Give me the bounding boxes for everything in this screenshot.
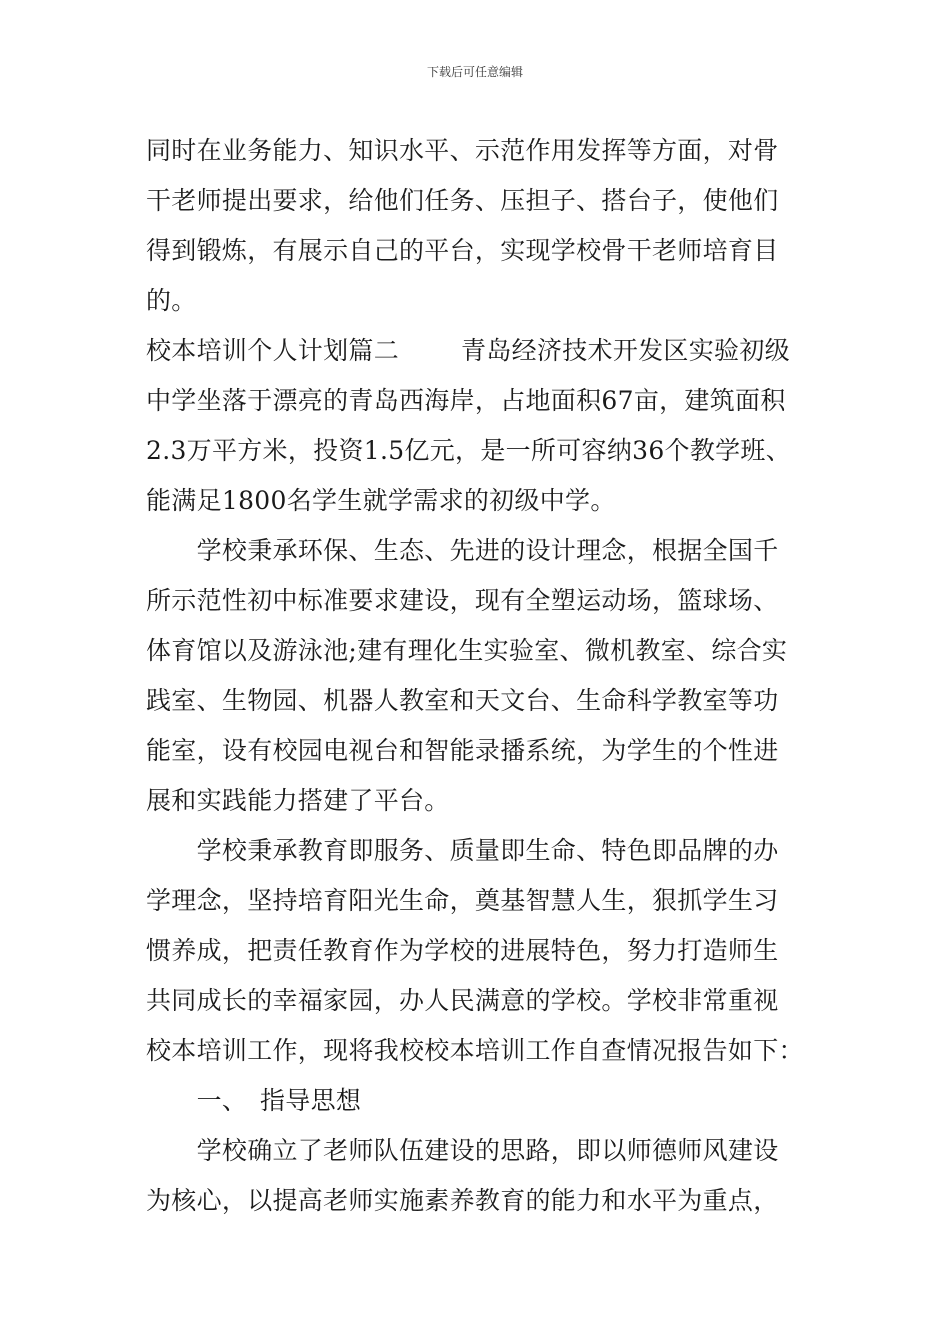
paragraph-line-13: 能室，设有校园电视台和智能录播系统，为学生的个性进 [146, 736, 779, 765]
paragraph-line-21: 学校确立了老师队伍建设的思路，即以师德师风建设 [146, 1136, 779, 1165]
paragraph-line-3: 得到锻炼，有展示自己的平台，实现学校骨干老师培育目 [146, 236, 779, 265]
paragraph-line-17: 惯养成，把责任教育作为学校的进展特色，努力打造师生 [146, 936, 779, 965]
paragraph-line-4: 的。 [146, 286, 197, 315]
section-title: 校本培训个人计划篇二 [146, 336, 400, 365]
paragraph-line-18: 共同成长的幸福家园，办人民满意的学校。学校非常重视 [146, 986, 779, 1015]
page-header-note: 下载后可任意编辑 [426, 65, 523, 79]
paragraph-line-11: 体育馆以及游泳池;建有理化生实验室、微机教室、综合实 [146, 636, 788, 665]
paragraph-line-2: 干老师提出要求，给他们任务、压担子、搭台子，使他们 [146, 186, 779, 215]
paragraph-line-15: 学校秉承教育即服务、质量即生命、特色即品牌的办 [146, 836, 779, 865]
paragraph-line-1: 同时在业务能力、知识水平、示范作用发挥等方面，对骨 [146, 136, 779, 165]
section-subheading-guiding-thought: 一、 指导思想 [146, 1086, 362, 1115]
section-intro-text: 青岛经济技术开发区实验初级 [461, 336, 790, 365]
section-heading-line [146, 326, 818, 376]
document-body [146, 126, 818, 1226]
paragraph-line-7: 2.3万平方米，投资1.5亿元，是一所可容纳36个教学班、 [146, 436, 792, 465]
paragraph-line-22: 为核心，以提高老师实施素养教育的能力和水平为重点， [146, 1186, 779, 1215]
paragraph-line-10: 所示范性初中标准要求建设，现有全塑运动场，篮球场、 [146, 586, 779, 615]
paragraph-line-6: 中学坐落于漂亮的青岛西海岸，占地面积67亩，建筑面积 [146, 386, 786, 415]
paragraph-line-14: 展和实践能力搭建了平台。 [146, 786, 450, 815]
paragraph-line-16: 学理念，坚持培育阳光生命，奠基智慧人生，狠抓学生习 [146, 886, 779, 915]
paragraph-line-8: 能满足1800名学生就学需求的初级中学。 [146, 486, 616, 515]
paragraph-line-12: 践室、生物园、机器人教室和天文台、生命科学教室等功 [146, 686, 779, 715]
paragraph-line-19: 校本培训工作，现将我校校本培训工作自查情况报告如下： [146, 1036, 804, 1065]
paragraph-line-9: 学校秉承环保、生态、先进的设计理念，根据全国千 [146, 536, 779, 565]
